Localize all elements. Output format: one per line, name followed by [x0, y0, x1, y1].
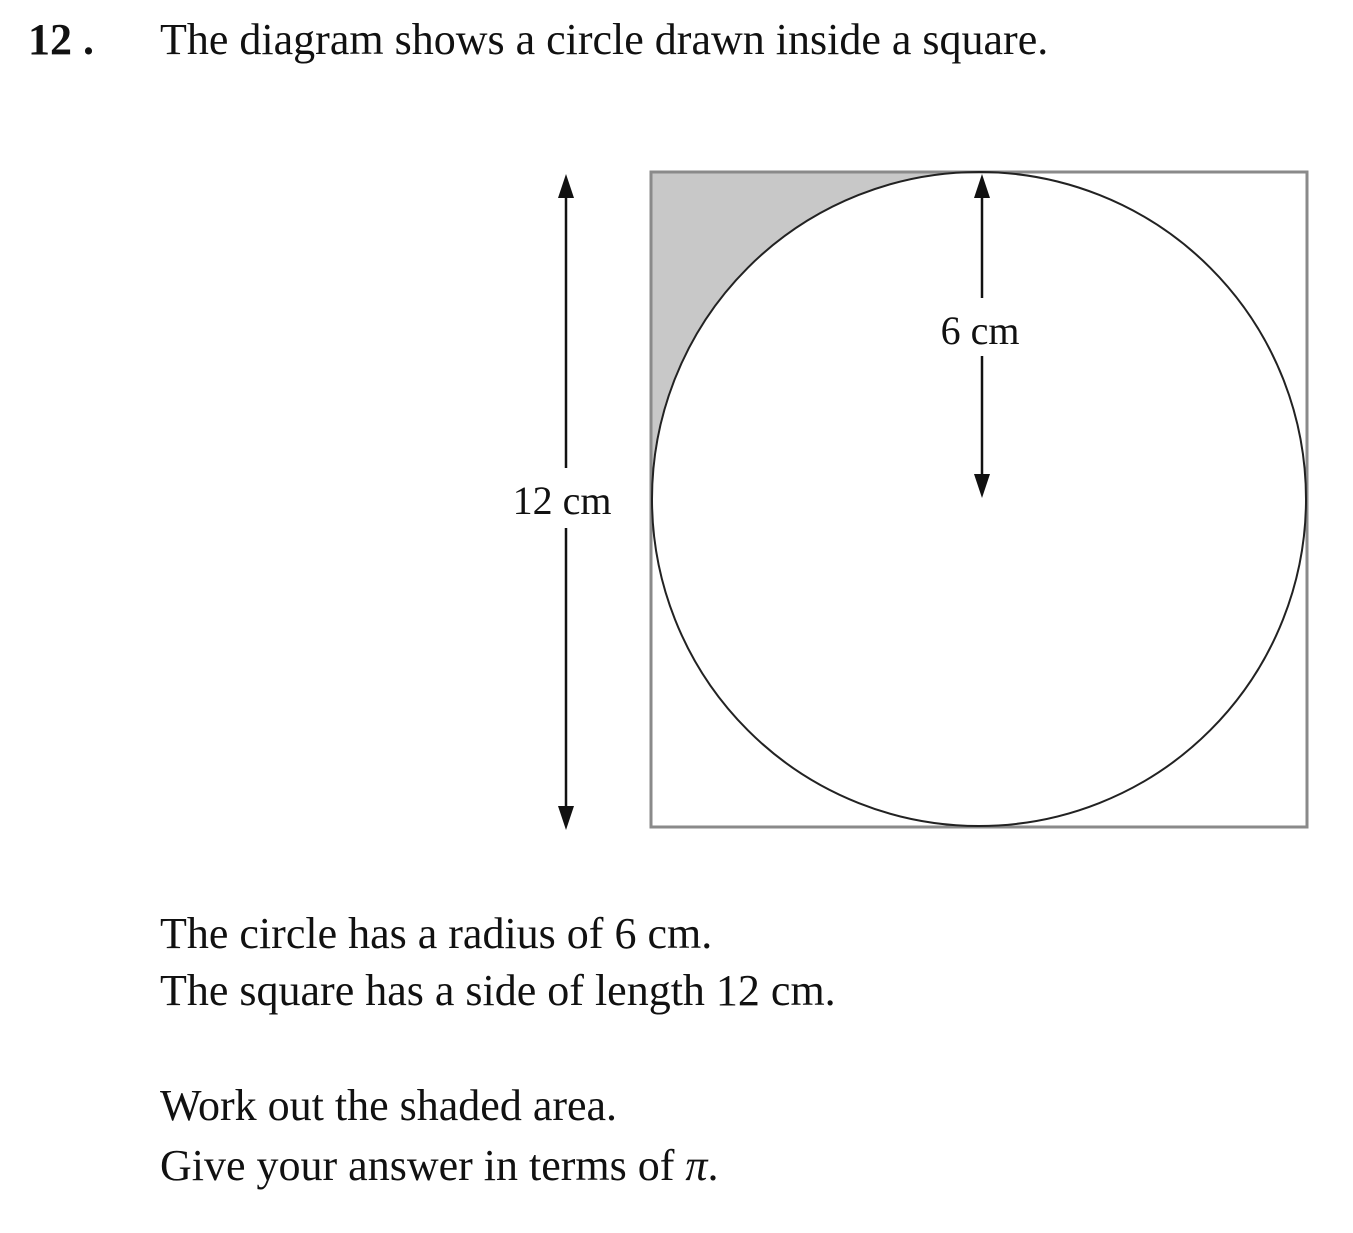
side-length-arrowhead-bottom	[558, 806, 574, 830]
question-intro: The diagram shows a circle drawn inside a square.	[160, 15, 1049, 64]
radius-arrowhead-top	[974, 174, 990, 198]
question-number: 12 .	[28, 15, 94, 64]
answer-format-prefix: Give your answer in terms of	[160, 1141, 686, 1190]
circle	[652, 172, 1306, 826]
side-length-label: 12 cm	[512, 478, 612, 523]
square	[651, 172, 1307, 827]
shaded-corner-region	[651, 172, 979, 499]
side-length-arrowhead-top	[558, 174, 574, 198]
radius-label: 6 cm	[940, 308, 1020, 353]
pi-symbol: π	[685, 1141, 708, 1190]
side-statement: The square has a side of length 12 cm.	[160, 966, 836, 1015]
task-instruction: Work out the shaded area.	[160, 1081, 618, 1130]
radius-statement: The circle has a radius of 6 cm.	[160, 909, 713, 958]
answer-format-suffix: .	[707, 1141, 719, 1190]
answer-format-instruction	[160, 1140, 718, 1193]
radius-arrowhead-bottom	[974, 474, 990, 498]
